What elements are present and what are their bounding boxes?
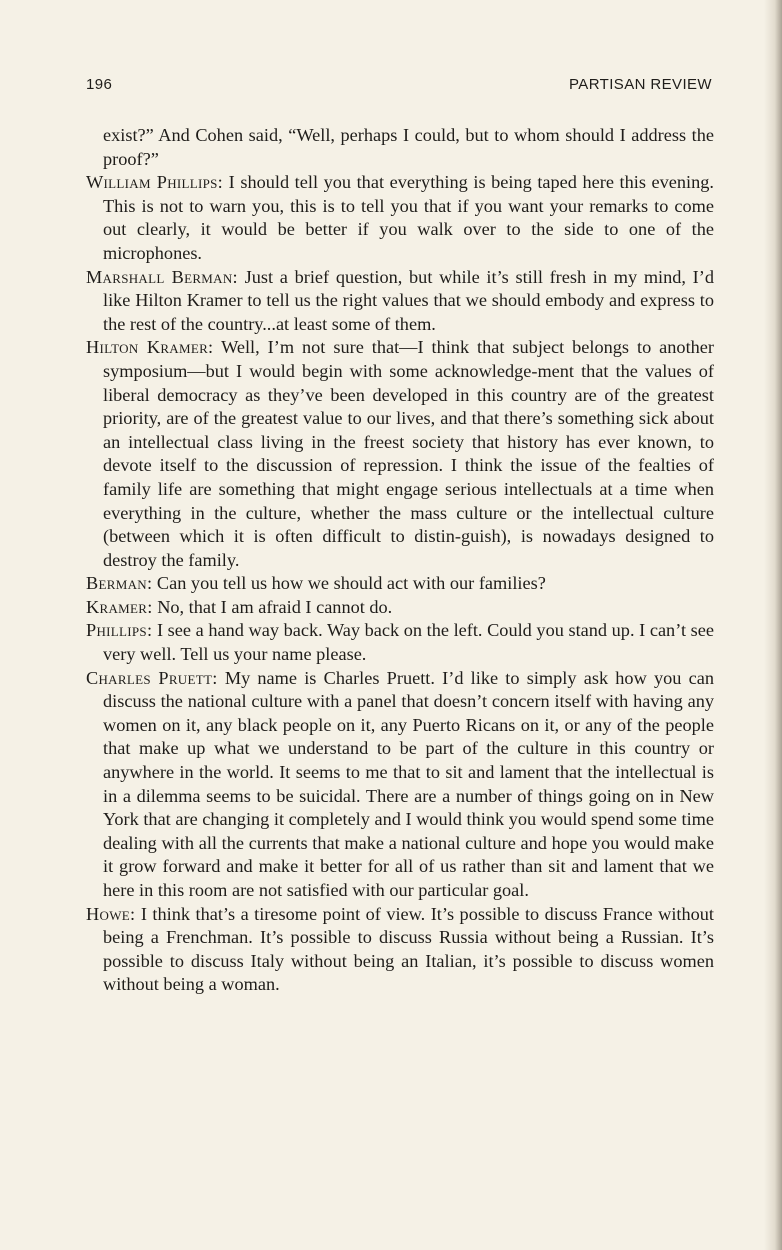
paragraph-berman [86,266,714,337]
speaker-name: Marshall Berman: [86,266,238,287]
paragraph-text: exist?” And Cohen said, “Well, perhaps I could, but to whom should I address the proof?” [103,125,714,169]
page-edge-shadow [764,0,782,1250]
paragraph-text: I think that’s a tiresome point of view. It’s possible to discuss France without being a Frenchman. It’s possible to discuss Russia without being a Russian. It’s possible to discuss Italy without being an Italian, it’s possible to discuss women without being a woman. [103,903,714,995]
paragraph-continuation [86,124,714,171]
speaker-name: Hilton Kramer: [86,337,214,358]
paragraph-kramer [86,336,714,572]
speaker-name: Berman: [86,573,153,594]
transcript-body [86,124,714,997]
journal-title: PARTISAN REVIEW [569,76,712,93]
paragraph-kramer-reply [86,596,714,620]
paragraph-text: My name is Charles Pruett. I’d like to simply ask how you can discuss the national culture with a panel that doesn’t concern itself with having any women on it, any black people on it, any Puerto Ricans on it, or any of the people that make up what we understand to be part of the culture in this country or anywhere in the world. It seems to me that to sit and lament that the intellectual is in a dilemma seems to be suicidal. There are a number of things going on in New York that are changing it completely and I would think you would spend some time dealing with all the currents that make a national culture and hope you would make it grow forward and make it better for all of us rather than sit and lament that we here in this room are not satisfied with our particular goal. [103,667,714,900]
paragraph-phillips-call [86,619,714,666]
paragraph-pruett [86,667,714,903]
speaker-name: Charles Pruett: [86,667,218,688]
page-number: 196 [86,76,113,93]
paragraph-text: I see a hand way back. Way back on the left. Could you stand up. I can’t see very well. Tell us your name please. [103,620,714,665]
speaker-name: Phillips: [86,620,153,641]
speaker-name: William Phillips: [86,172,224,193]
paragraph-text: No, that I am afraid I cannot do. [157,596,393,617]
paragraph-howe [86,903,714,997]
speaker-name: Howe: [86,903,136,924]
paragraph-text: I should tell you that everything is being taped here this evening. This is not to warn you, this is to tell you that if you want your remarks to come out clearly, it would be better if you walk over to the side to one of the microphones. [103,172,714,263]
paragraph-berman-question [86,572,714,596]
paragraph-text: Just a brief question, but while it’s still fresh in my mind, I’d like Hilton Kramer to tell us the right values that we should embody and express to the rest of the country...at least some of them. [103,266,714,334]
paragraph-text: Well, I’m not sure that—I think that subject belongs to another symposium—but I would begin with some acknowledge-ment that the values of liberal democracy as they’ve been developed in this country are of the greatest priority, are of the greatest value to our lives, and that there’s something sick about an intellectual class living in the freest society that history has ever known, to devote itself to the discussion of repression. I think the issue of the fealties of family life are something that might engage serious intellectuals at a time when everything in the culture, whether the mass culture or the intellectual culture (between which it is often difficult to distin-guish), is nowadays designed to destroy the family. [103,337,714,570]
paragraph-text: Can you tell us how we should act with our families? [156,573,546,594]
speaker-name: Kramer: [86,596,153,617]
running-head [86,76,712,98]
paragraph-phillips [86,171,714,265]
